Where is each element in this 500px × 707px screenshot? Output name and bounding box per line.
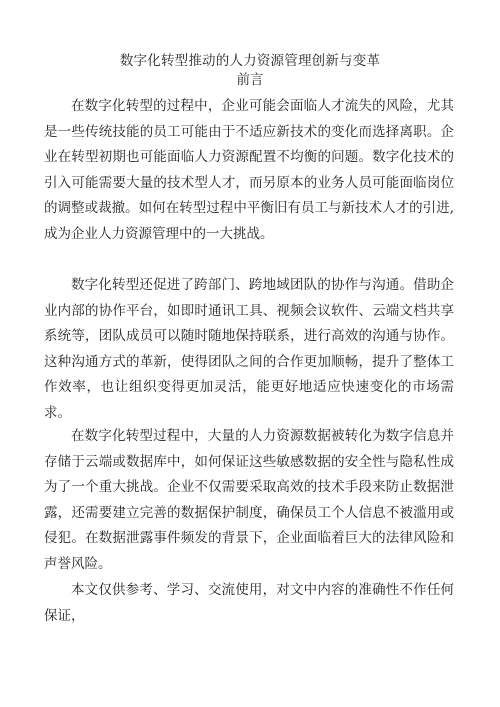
paragraph-talent-risk: 在数字化转型的过程中，企业可能会面临人才流失的风险，尤其是一些传统技能的员工可能由于不适应新技术的变化而选择离职。企业在转型初期也可能面临人力资源配置不均衡的问题。数字化技术的引入可能需要大量的技术型人才，而另原本的业务人员可能面临岗位的调整或裁撤。如何在转型过程中平衡旧有员工与新技术人才的引进,成为企业人力资源管理中的一大挑战。 (44, 98, 454, 242)
paragraph-collaboration: 数字化转型还促进了跨部门、跨地域团队的协作与沟通。借助企业内部的协作平台，如即时通讯工具、视频会议软件、云端文档共享系统等，团队成员可以随时随地保持联系，进行高效的沟通与协作。这种沟通方式的革新，使得团队之间的合作更加顺畅，提升了整体工作效率，也让组织变得更加灵活，能更好地适应快速变化的市场需求。 (44, 277, 454, 421)
document-subtitle: 前言 (236, 72, 264, 88)
paragraph-disclaimer: 本文仅供参考、学习、交流使用，对文中内容的准确性不作任何保证， (44, 582, 454, 624)
paragraph-data-security: 在数字化转型过程中，大量的人力资源数据被转化为数字信息并存储于云端或数据库中，如何保证这些敏感数据的安全性与隐私性成为了一个重大挑战。企业不仅需要采取高效的技术手段来防止数据泄露，还需要建立完善的数据保护制度，确保员工个人信息不被滥用或侵犯。在数据泄露事件频发的背景下，企业面临着巨大的法律风险和声誉风险。 (44, 428, 454, 572)
document-title: 数字化转型推动的人力资源管理创新与变革 (119, 53, 381, 69)
